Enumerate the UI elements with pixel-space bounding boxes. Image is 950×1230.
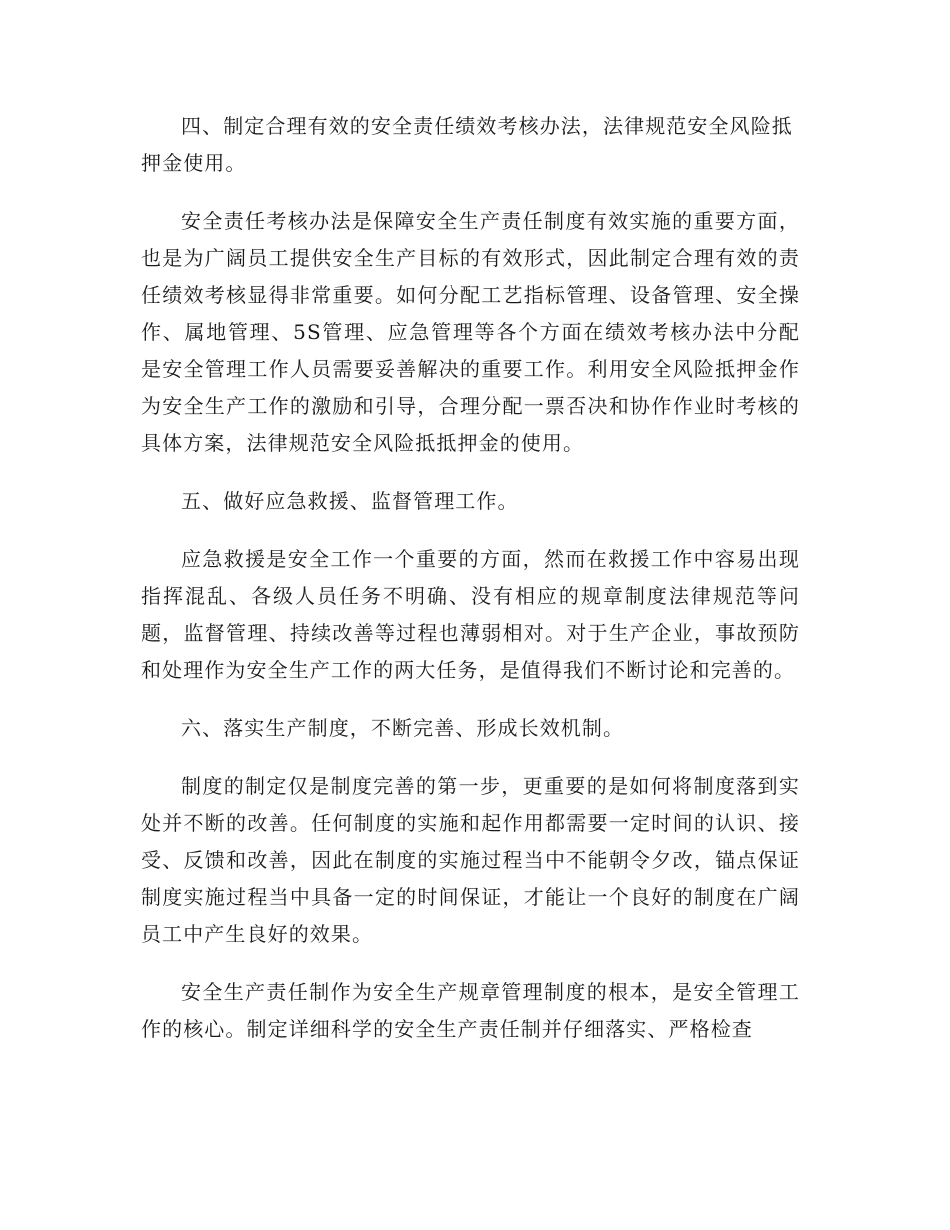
section-heading-four: 四、制定合理有效的安全责任绩效考核办法，法律规范安全风险抵押金使用。	[141, 114, 793, 175]
paragraph-responsibility-system: 安全生产责任制作为安全生产规章管理制度的根本，是安全管理工作的核心。制定详细科学的安全生产责任制并仔细落实、严格检查	[141, 980, 800, 1041]
document-page	[141, 108, 800, 1069]
paragraph-system-implementation: 制度的制定仅是制度完善的第一步，更重要的是如何将制度落到实处并不断的改善。任何制度的实施和起作用都需要一定时间的认识、接受、反馈和改善，因此在制度的实施过程当中不能朝令夕改，锚点保证制度实施过程当中具备一定的时间保证，才能让一个良好的制度在广阔员工中产生良好的效果。	[141, 774, 800, 946]
paragraph-emergency-rescue: 应急救援是安全工作一个重要的方面，然而在救援工作中容易出现指挥混乱、各级人员任务不明确、没有相应的规章制度法律规范等问题，监督管理、持续改善等过程也薄弱相对。对于生产企业，事故预防和处理作为安全生产工作的两大任务，是值得我们不断讨论和完善的。	[141, 547, 800, 682]
paragraph-assessment-methods: 安全责任考核办法是保障安全生产责任制度有效实施的重要方面，也是为广阔员工提供安全生产目标的有效形式，因此制定合理有效的责任绩效考核显得非常重要。如何分配工艺指标管理、设备管理、安全操作、属地管理、5S管理、应急管理等各个方面在绩效考核办法中分配是安全管理工作人员需要妥善解决的重要工作。利用安全风险抵押金作为安全生产工作的激励和引导，合理分配一票否决和协作作业时考核的具体方案，法律规范安全风险抵抵押金的使用。	[141, 209, 800, 455]
section-heading-six: 六、落实生产制度，不断完善、形成长效机制。	[181, 716, 625, 740]
section-heading-five: 五、做好应急救援、监督管理工作。	[181, 489, 519, 513]
